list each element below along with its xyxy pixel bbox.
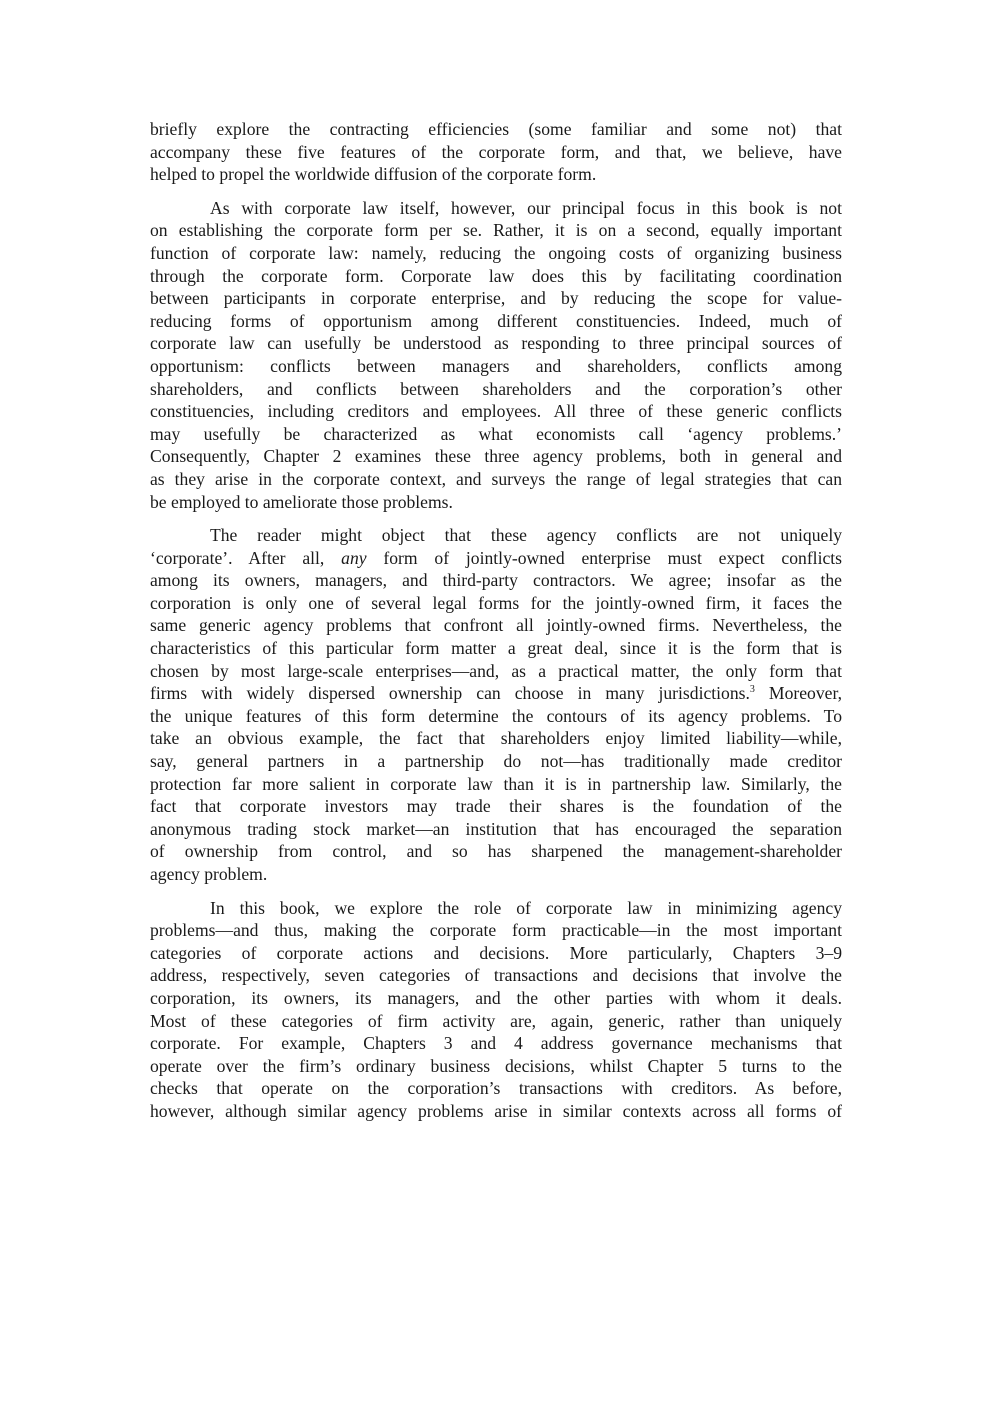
text-line: fact that corporate investors may trade their shares is the foundation of the [150, 796, 842, 817]
text-line: problems—and thus, making the corporate form practicable—in the most important [150, 920, 842, 941]
emphasis: any [341, 547, 367, 568]
text-line: briefly explore the contracting efficiencies (some familiar and some not) that [150, 119, 842, 139]
text-line: Consequently, Chapter 2 examines these three agency problems, both in general and [150, 446, 842, 467]
text-line: through the corporate form. Corporate law does this by facilitating coordination [150, 265, 842, 286]
text-line: checks that operate on the corporation’s transactions with creditors. As before, [150, 1078, 842, 1099]
text-line: the unique features of this form determine the contours of its agency problems. To [150, 705, 842, 726]
text-line: In this book, we explore the role of corporate law in minimizing agency [210, 897, 842, 918]
text-line: say, general partners in a partnership do not—has traditionally made creditor [150, 751, 842, 772]
text-line: corporate. For example, Chapters 3 and 4 address governance mechanisms that [150, 1033, 842, 1054]
text-line: on establishing the corporate form per se. Rather, it is on a second, equally important [150, 220, 842, 241]
text-line: anonymous trading stock market—an institution that has encouraged the separation [150, 818, 842, 839]
text-line: corporation, its owners, its managers, and the other parties with whom it deals. [150, 987, 842, 1008]
text-line: constituencies, including creditors and employees. All three of these generic conflicts [150, 401, 842, 422]
text-line: categories of corporate actions and decisions. More particularly, Chapters 3–9 [150, 942, 842, 963]
text-line: shareholders, and conflicts between shareholders and the corporation’s other [150, 378, 842, 399]
text-line: corporate law can usefully be understood as responding to three principal sources of [150, 333, 842, 354]
text-line: among its owners, managers, and third-party contractors. We agree; insofar as the [150, 570, 842, 591]
paragraph [150, 118, 842, 186]
text-line: be employed to ameliorate those problems. [150, 491, 453, 512]
paragraph [150, 197, 842, 513]
text-line: may usefully be characterized as what economists call ‘agency problems.’ [150, 423, 842, 444]
text-line: Most of these categories of firm activity are, again, generic, rather than uniquely [150, 1010, 842, 1031]
footnote-reference[interactable]: 3 [749, 684, 755, 696]
paragraph [150, 897, 842, 1123]
text-line: between participants in corporate enterprise, and by reducing the scope for value- [150, 288, 842, 309]
document-page [150, 118, 842, 1134]
text-line: firms with widely dispersed ownership can choose in many jurisdictions.$^3$ Moreover, [150, 683, 842, 704]
text-line: The reader might object that these agency conflicts are not uniquely [210, 525, 842, 546]
text-line: helped to propel the worldwide diffusion of the corporate form. [150, 164, 597, 185]
text-line: As with corporate law itself, however, our principal focus in this book is not [210, 197, 842, 218]
text-line: operate over the firm’s ordinary business decisions, whilst Chapter 5 turns to the [150, 1055, 842, 1076]
text-line: characteristics of this particular form matter a great deal, since it is the form that is [150, 638, 842, 659]
text-line: address, respectively, seven categories of transactions and decisions that involve the [150, 965, 842, 986]
text-line: chosen by most large-scale enterprises—and, as a practical matter, the only form that [150, 660, 842, 681]
text-line: reducing forms of opportunism among different constituencies. Indeed, much of [150, 310, 842, 331]
text-line: take an obvious example, the fact that shareholders enjoy limited liability—while, [150, 728, 842, 749]
text-line: however, although similar agency problems arise in similar contexts across all forms of [150, 1100, 842, 1121]
text-line: accompany these five features of the corporate form, and that, we believe, have [150, 141, 842, 162]
text-line: ‘corporate’. After all, any form of jointly-owned enterprise must expect conflicts [150, 547, 843, 568]
text-line: corporation is only one of several legal forms for the jointly-owned firm, it faces the [150, 592, 842, 613]
text-line: of ownership from control, and so has sharpened the management-shareholder [150, 841, 842, 862]
text-line: as they arise in the corporate context, and surveys the range of legal strategies that can [150, 468, 842, 489]
paragraph [150, 524, 842, 886]
text-line: agency problem. [150, 864, 268, 884]
text-line: protection far more salient in corporate law than it is in partnership law. Similarly, the [150, 773, 842, 794]
text-line: same generic agency problems that confront all jointly-owned firms. Nevertheless, the [150, 615, 842, 636]
text-line: opportunism: conflicts between managers and shareholders, conflicts among [150, 355, 842, 376]
text-line: function of corporate law: namely, reducing the ongoing costs of organizing business [150, 242, 842, 263]
